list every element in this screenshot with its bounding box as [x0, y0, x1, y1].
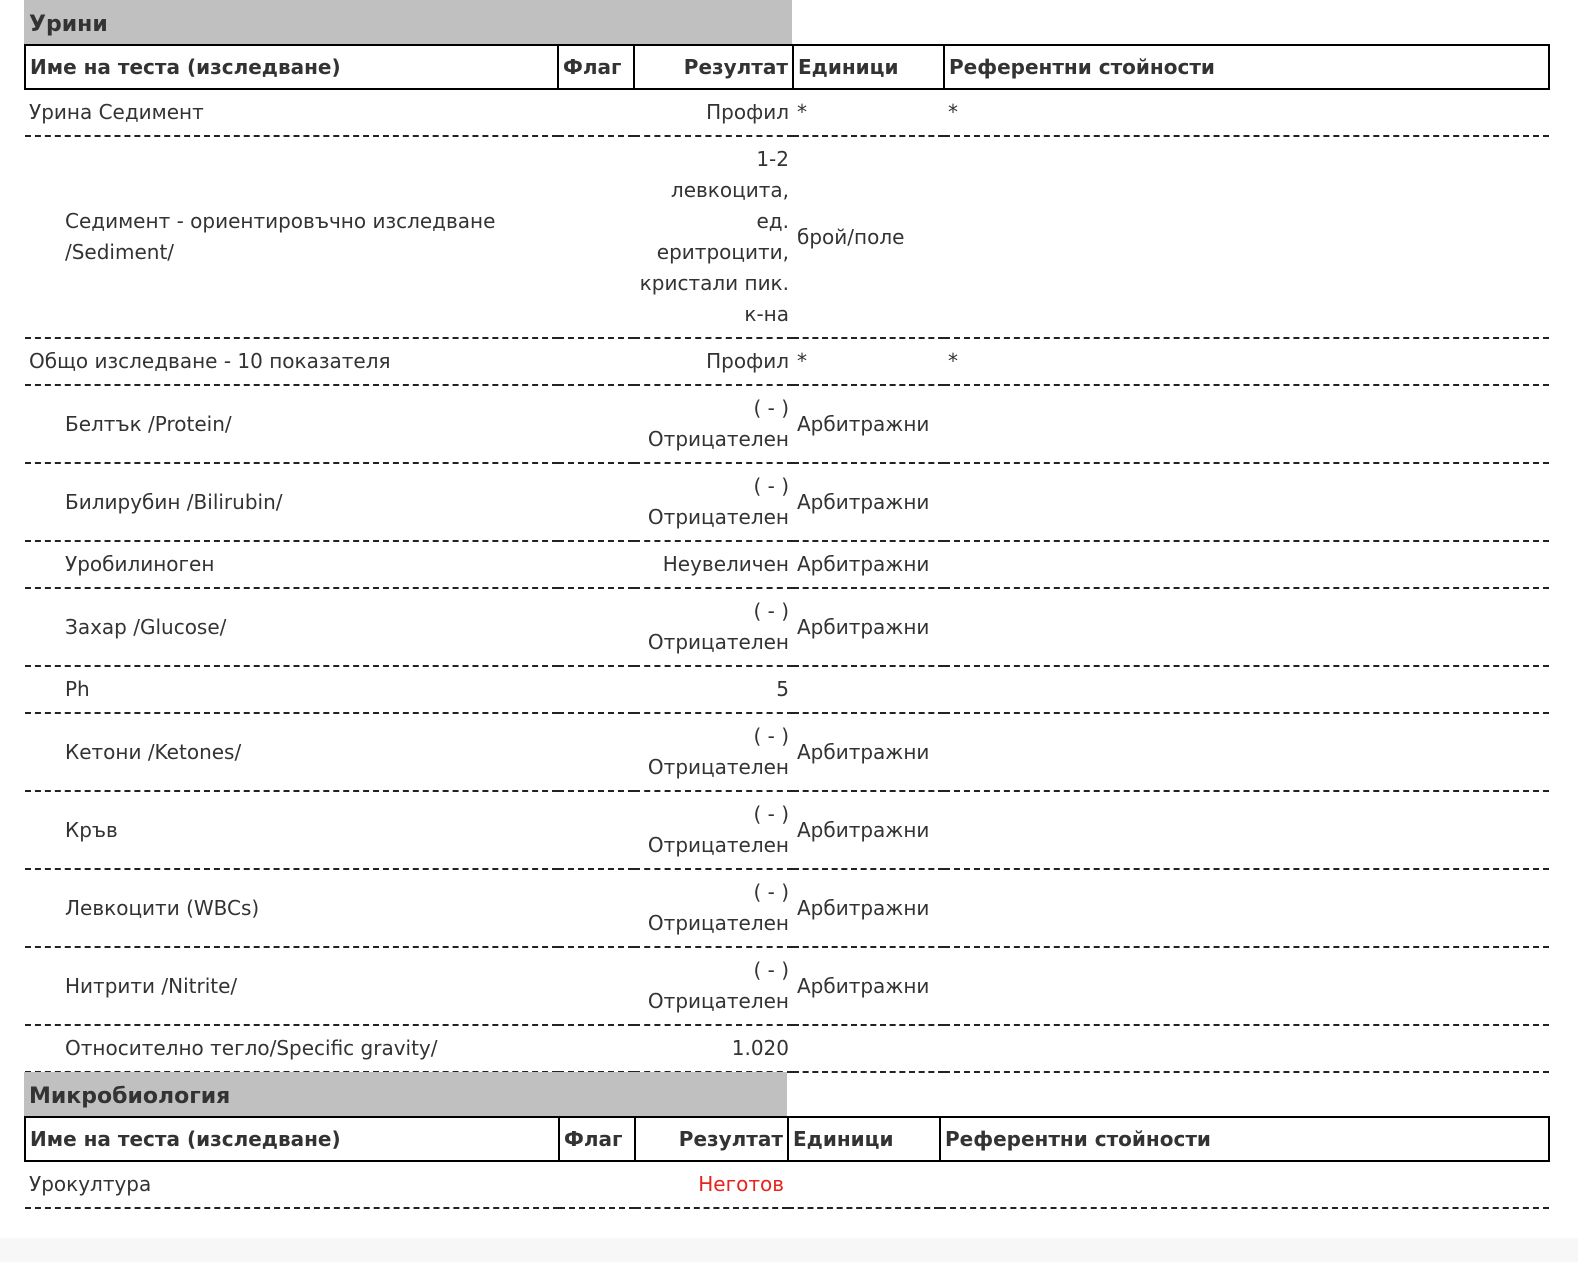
- col-result: Резултат: [634, 45, 793, 89]
- table-row: [25, 136, 1549, 338]
- units-cell: брой/поле: [793, 136, 944, 338]
- results-table: [24, 44, 1550, 1073]
- col-name: Име на теста (изследване): [25, 1117, 559, 1161]
- col-name: Име на теста (изследване): [25, 45, 558, 89]
- units-cell: [793, 666, 944, 713]
- ref-cell: [944, 869, 1549, 947]
- flag-cell: [558, 1025, 634, 1072]
- table-row: [25, 947, 1549, 1025]
- ref-cell: [944, 1025, 1549, 1072]
- units-cell: Арбитражни: [793, 791, 944, 869]
- ref-cell: [944, 463, 1549, 541]
- test-name: Кетони /Ketones/: [25, 713, 558, 791]
- test-name: Общо изследване - 10 показателя: [25, 338, 558, 385]
- units-cell: Арбитражни: [793, 713, 944, 791]
- results-table: [24, 1116, 1550, 1209]
- test-name: Кръв: [25, 791, 558, 869]
- table-row: [25, 1025, 1549, 1072]
- col-ref: Референтни стойности: [944, 45, 1549, 89]
- flag-cell: [558, 136, 634, 338]
- result-cell: ( - ) Отрицателен: [634, 869, 793, 947]
- table-header: [25, 1117, 1549, 1161]
- col-flag: Флаг: [559, 1117, 635, 1161]
- units-cell: Арбитражни: [793, 588, 944, 666]
- flag-cell: [559, 1161, 635, 1208]
- units-cell: Арбитражни: [793, 463, 944, 541]
- units-cell: Арбитражни: [793, 541, 944, 588]
- flag-cell: [558, 541, 634, 588]
- flag-cell: [558, 713, 634, 791]
- result-cell: ( - ) Отрицателен: [634, 463, 793, 541]
- test-name: Белтък /Protein/: [25, 385, 558, 463]
- table-header: [25, 45, 1549, 89]
- result-cell: 1-2 левкоцита, ед. еритроцити, кристали пик. к-на: [634, 136, 793, 338]
- result-cell: ( - ) Отрицателен: [634, 713, 793, 791]
- ref-cell: [944, 385, 1549, 463]
- result-cell: ( - ) Отрицателен: [634, 947, 793, 1025]
- section-title: Урини: [24, 0, 792, 44]
- table-row: [25, 713, 1549, 791]
- test-name: Урина Седимент: [25, 89, 558, 136]
- test-name: Уробилиноген: [25, 541, 558, 588]
- result-cell: Профил: [634, 89, 793, 136]
- table-row: [25, 666, 1549, 713]
- test-name: Относително тегло/Specific gravity/: [25, 1025, 558, 1072]
- flag-cell: [558, 869, 634, 947]
- result-cell: 1.020: [634, 1025, 793, 1072]
- test-name: Захар /Glucose/: [25, 588, 558, 666]
- table-row: [25, 791, 1549, 869]
- result-cell: ( - ) Отрицателен: [634, 385, 793, 463]
- table-row: [25, 1161, 1549, 1208]
- flag-cell: [558, 666, 634, 713]
- ref-cell: [944, 136, 1549, 338]
- ref-cell: [944, 588, 1549, 666]
- result-cell: ( - ) Отрицателен: [634, 791, 793, 869]
- units-cell: Арбитражни: [793, 947, 944, 1025]
- section-title: Микробиология: [24, 1072, 787, 1116]
- result-cell: Профил: [634, 338, 793, 385]
- units-cell: [788, 1161, 940, 1208]
- result-cell: 5: [634, 666, 793, 713]
- page-footer: [0, 1238, 1578, 1262]
- section-urine: [24, 0, 1550, 1073]
- table-row: [25, 588, 1549, 666]
- section-microbiology: [24, 1072, 1550, 1209]
- test-name: Левкоцити (WBCs): [25, 869, 558, 947]
- col-result: Резултат: [635, 1117, 788, 1161]
- test-name: Урокултура: [25, 1161, 559, 1208]
- table-row: [25, 541, 1549, 588]
- col-units: Единици: [793, 45, 944, 89]
- ref-cell: [944, 947, 1549, 1025]
- units-cell: Арбитражни: [793, 385, 944, 463]
- result-cell: Неувеличен: [634, 541, 793, 588]
- test-name: Ph: [25, 666, 558, 713]
- flag-cell: [558, 89, 634, 136]
- flag-cell: [558, 791, 634, 869]
- flag-cell: [558, 338, 634, 385]
- units-cell: [793, 1025, 944, 1072]
- ref-cell: [944, 541, 1549, 588]
- ref-cell: *: [944, 89, 1549, 136]
- flag-cell: [558, 463, 634, 541]
- ref-cell: [944, 666, 1549, 713]
- flag-cell: [558, 947, 634, 1025]
- table-row: [25, 463, 1549, 541]
- result-cell: ( - ) Отрицателен: [634, 588, 793, 666]
- test-name: Седимент - ориентировъчно изследване /Sediment/: [25, 136, 558, 338]
- ref-cell: [940, 1161, 1549, 1208]
- col-units: Единици: [788, 1117, 940, 1161]
- test-name: Билирубин /Bilirubin/: [25, 463, 558, 541]
- ref-cell: [944, 791, 1549, 869]
- units-cell: *: [793, 89, 944, 136]
- flag-cell: [558, 385, 634, 463]
- units-cell: Арбитражни: [793, 869, 944, 947]
- col-flag: Флаг: [558, 45, 634, 89]
- ref-cell: *: [944, 338, 1549, 385]
- table-row: [25, 385, 1549, 463]
- units-cell: *: [793, 338, 944, 385]
- test-name: Нитрити /Nitrite/: [25, 947, 558, 1025]
- ref-cell: [944, 713, 1549, 791]
- table-row: [25, 89, 1549, 136]
- table-row: [25, 338, 1549, 385]
- col-ref: Референтни стойности: [940, 1117, 1549, 1161]
- result-cell: Неготов: [635, 1161, 788, 1208]
- table-row: [25, 869, 1549, 947]
- flag-cell: [558, 588, 634, 666]
